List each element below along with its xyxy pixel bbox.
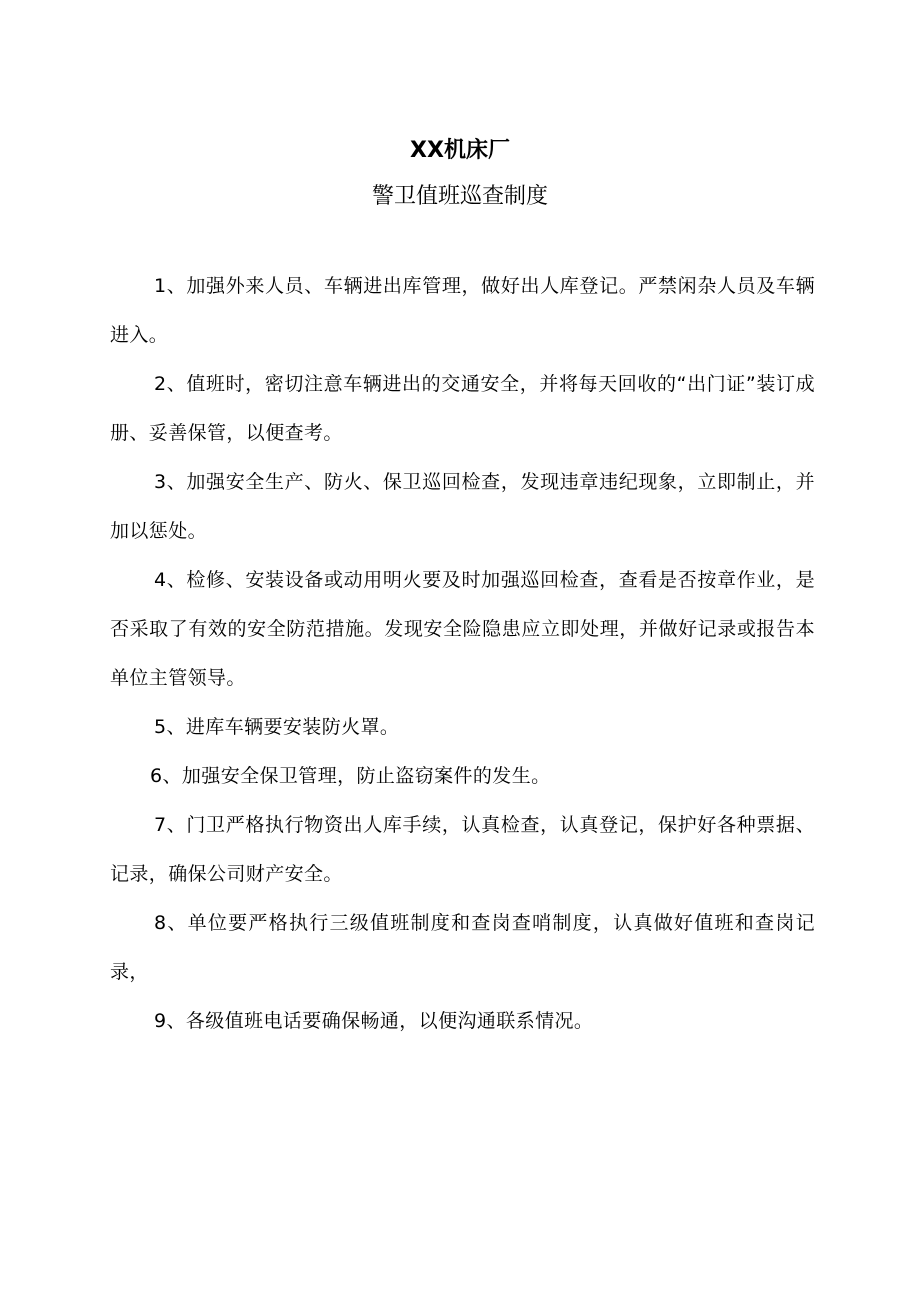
document-title: 警卫值班巡查制度 (371, 184, 548, 209)
regulation-item-2: 2、值班时，密切注意车辆进出的交通安全，并将每天回收的“出门证”装订成册、妥善保管，以便查考。 (110, 373, 815, 444)
regulation-item-5: 5、进库车辆要安装防火罩。 (154, 716, 400, 738)
regulation-item-3: 3、加强安全生产、防火、保卫巡回检查，发现违章违纪现象，立即制止，并加以惩处。 (110, 471, 815, 542)
regulation-item-4: 4、检修、安装设备或动用明火要及时加强巡回检查，查看是否按章作业，是否采取了有效的安全防范措施。发现安全险隐患应立即处理，并做好记录或报告本单位主管领导。 (110, 569, 815, 689)
title-block (0, 128, 920, 220)
company-name: XX机床厂 (410, 138, 510, 163)
regulation-item-6: 6、加强安全保卫管理，防止盗窃案件的发生。 (150, 765, 551, 787)
regulation-item-8: 8、单位要严格执行三级值班制度和查岗查哨制度，认真做好值班和查岗记录， (110, 912, 815, 983)
regulation-item-7: 7、门卫严格执行物资出人库手续，认真检查，认真登记，保护好各种票据、记录，确保公司财产安全。 (110, 814, 815, 885)
regulation-body (110, 262, 815, 1046)
regulation-item-1: 1、加强外来人员、车辆进出库管理，做好出人库登记。严禁闲杂人员及车辆进入。 (110, 275, 815, 346)
regulation-item-9: 9、各级值班电话要确保畅通，以便沟通联系情况。 (154, 1010, 594, 1032)
